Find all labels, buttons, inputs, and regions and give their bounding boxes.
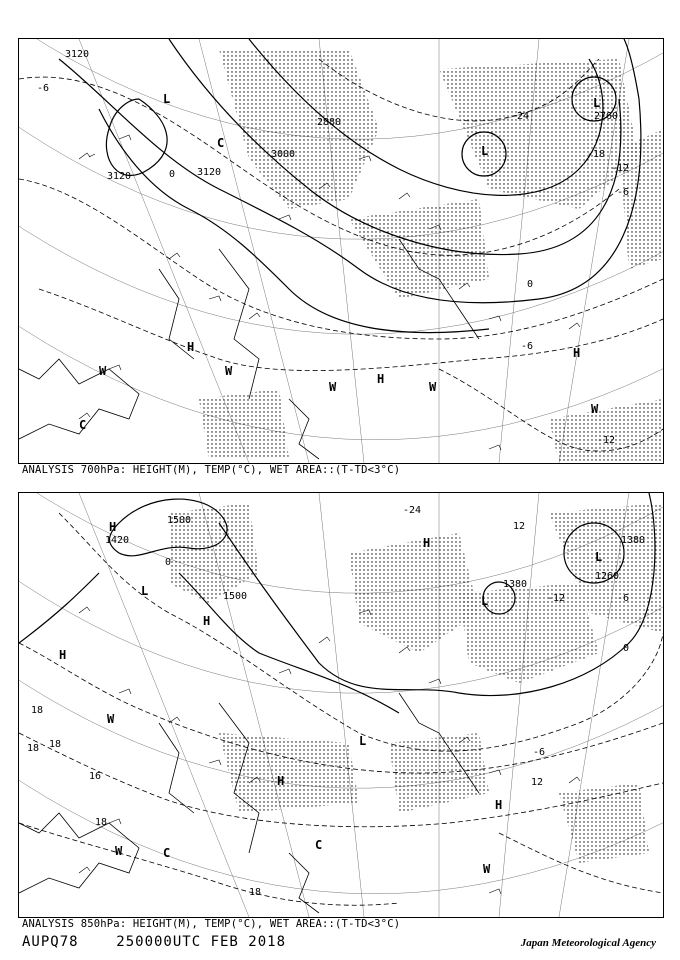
temp-label: -6	[521, 341, 534, 352]
agency-credit: Japan Meteorological Agency	[520, 937, 656, 949]
height-label: 1260	[595, 571, 620, 582]
system-marker: L	[595, 550, 603, 564]
temp-label: 0	[169, 169, 176, 180]
height-label: 1500	[223, 591, 248, 602]
caption-850hpa: ANALYSIS 850hPa: HEIGHT(M), TEMP(°C), WET AREA::(T-TD<3°C)	[22, 918, 401, 930]
wet-area	[169, 503, 663, 863]
system-marker: C	[315, 838, 323, 852]
system-marker: W	[329, 380, 337, 394]
system-marker: L	[481, 594, 489, 608]
system-marker: H	[573, 346, 581, 360]
temp-label: -18	[587, 149, 606, 160]
system-marker: W	[591, 402, 599, 416]
system-marker: W	[225, 364, 233, 378]
system-marker: W	[107, 712, 115, 726]
temp-labels	[27, 505, 629, 898]
height-label: 3120	[65, 49, 90, 60]
temp-label: 16	[89, 771, 102, 782]
temp-label: -24	[403, 505, 422, 516]
temp-label: -6	[533, 747, 546, 758]
system-marker: C	[217, 136, 225, 150]
height-label: 2760	[594, 111, 619, 122]
temp-label: -6	[617, 593, 630, 604]
height-label: 1500	[167, 515, 192, 526]
temp-label: 0	[527, 279, 534, 290]
system-marker: C	[79, 418, 87, 432]
chart-code-and-time: AUPQ78 250000UTC FEB 2018	[22, 934, 287, 950]
temp-label: 18	[49, 739, 62, 750]
system-marker: L	[163, 92, 171, 106]
system-marker: L	[593, 96, 601, 110]
system-marker: H	[423, 536, 431, 550]
height-label: 3000	[271, 149, 296, 160]
system-markers	[59, 520, 602, 876]
temp-label: 12	[531, 777, 544, 788]
height-label: 1380	[503, 579, 528, 590]
height-label: 2880	[317, 117, 342, 128]
system-marker: L	[481, 144, 489, 158]
caption-700hpa: ANALYSIS 700hPa: HEIGHT(M), TEMP(°C), WET AREA::(T-TD<3°C)	[22, 464, 401, 476]
map-panel-700hpa	[18, 38, 664, 464]
temp-label: -24	[511, 111, 530, 122]
temp-label: 0	[165, 557, 172, 568]
map-700hpa-svg	[19, 39, 663, 463]
system-marker: W	[115, 844, 123, 858]
temp-label: -6	[37, 83, 50, 94]
system-marker: L	[141, 584, 149, 598]
height-label: 1380	[621, 535, 646, 546]
system-marker: L	[359, 734, 367, 748]
system-marker: W	[429, 380, 437, 394]
height-label: 1420	[105, 535, 130, 546]
system-marker: W	[483, 862, 491, 876]
temp-label: -12	[611, 163, 630, 174]
temp-label: 18	[95, 817, 108, 828]
system-marker: W	[99, 364, 107, 378]
height-label: 3120	[197, 167, 222, 178]
temp-label: 12	[513, 521, 526, 532]
system-marker: H	[109, 520, 117, 534]
temp-label: 18	[31, 705, 44, 716]
temp-label: 0	[623, 643, 630, 654]
map-850hpa-svg	[19, 493, 663, 917]
temp-label: -12	[597, 435, 616, 446]
temp-label: 18	[27, 743, 40, 754]
system-marker: H	[495, 798, 503, 812]
system-marker: C	[163, 846, 171, 860]
temp-label: -6	[617, 187, 630, 198]
system-marker: H	[59, 648, 67, 662]
system-marker: H	[277, 774, 285, 788]
temp-label: 18	[249, 887, 262, 898]
map-panel-850hpa	[18, 492, 664, 918]
system-marker: H	[377, 372, 385, 386]
system-marker: H	[203, 614, 211, 628]
system-marker: H	[187, 340, 195, 354]
height-label: 3120	[107, 171, 132, 182]
temp-label: -12	[547, 593, 566, 604]
